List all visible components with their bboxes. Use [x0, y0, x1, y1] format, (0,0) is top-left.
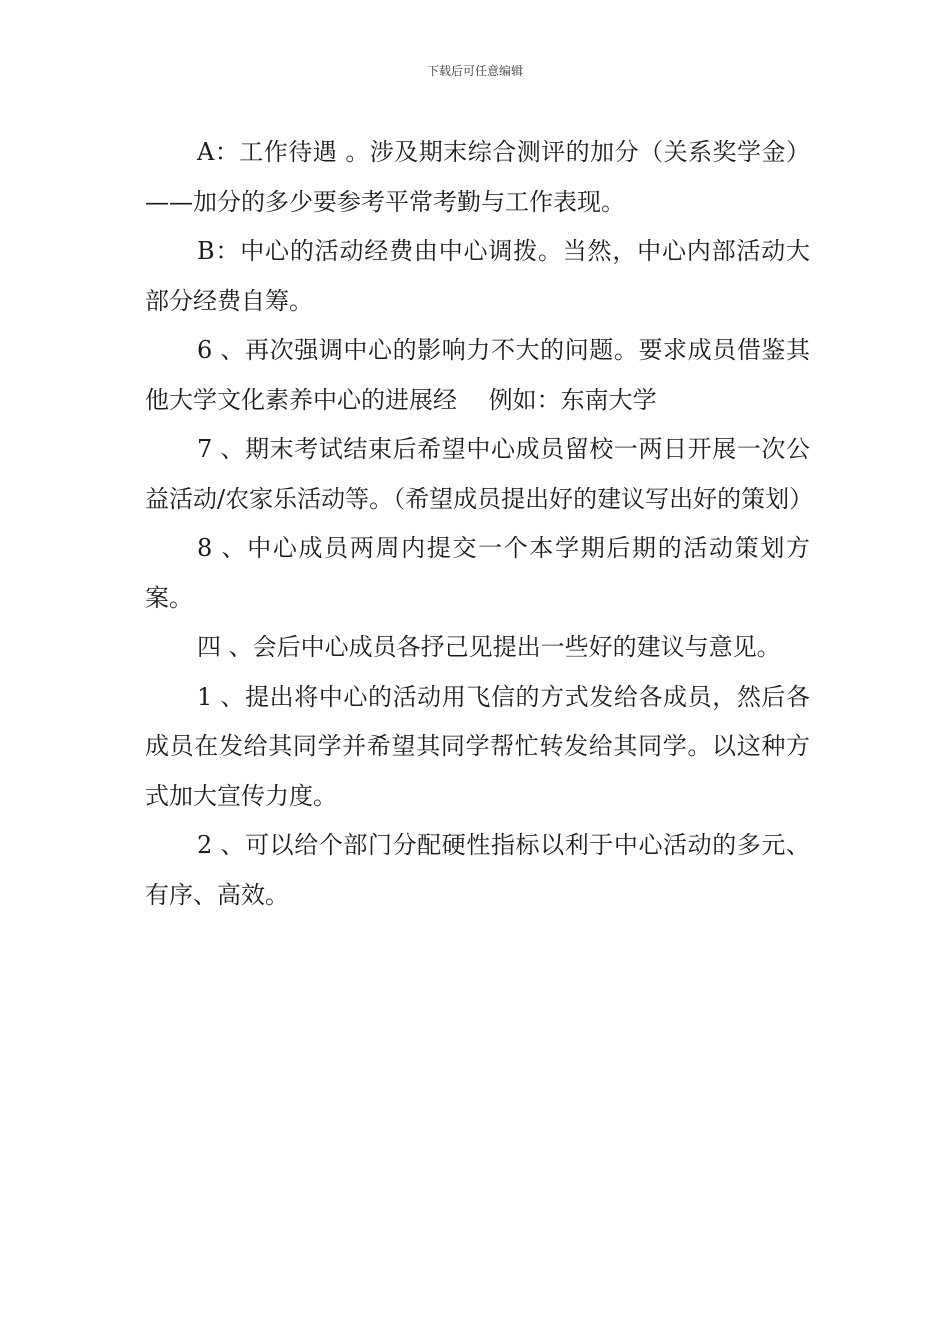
- paragraph-7: 7 、期末考试结束后希望中心成员留校一两日开展一次公益活动/农家乐活动等。（希望成员提出好的建议写出好的策划）: [145, 435, 814, 513]
- paragraph-2: 2 、可以给个部门分配硬性指标以利于中心活动的多元、有序、高效。: [145, 831, 810, 909]
- paragraph-1: 1 、提出将中心的活动用飞信的方式发给各成员，然后各成员在发给其同学并希望其同学帮忙转发给其同学。以这种方式加大宣传力度。: [145, 682, 810, 810]
- paragraph-6: 6 、再次强调中心的影响力不大的问题。要求成员借鉴其他大学文化素养中心的进展经 例如：东南大学: [145, 336, 810, 414]
- paragraph-a: A：工作待遇 。涉及期末综合测评的加分（关系奖学金）——加分的多少要参考平常考勤与工作表现。: [145, 138, 810, 216]
- paragraph-section-4: 四 、会后中心成员各抒己见提出一些好的建议与意见。: [197, 633, 781, 661]
- page-header: 下载后可任意编辑: [426, 64, 523, 78]
- document-body: [145, 128, 814, 920]
- paragraph-8: 8 、中心成员两周内提交一个本学期后期的活动策划方案。: [145, 534, 810, 612]
- paragraph-b: B：中心的活动经费由中心调拨。当然，中心内部活动大部分经费自筹。: [145, 237, 810, 315]
